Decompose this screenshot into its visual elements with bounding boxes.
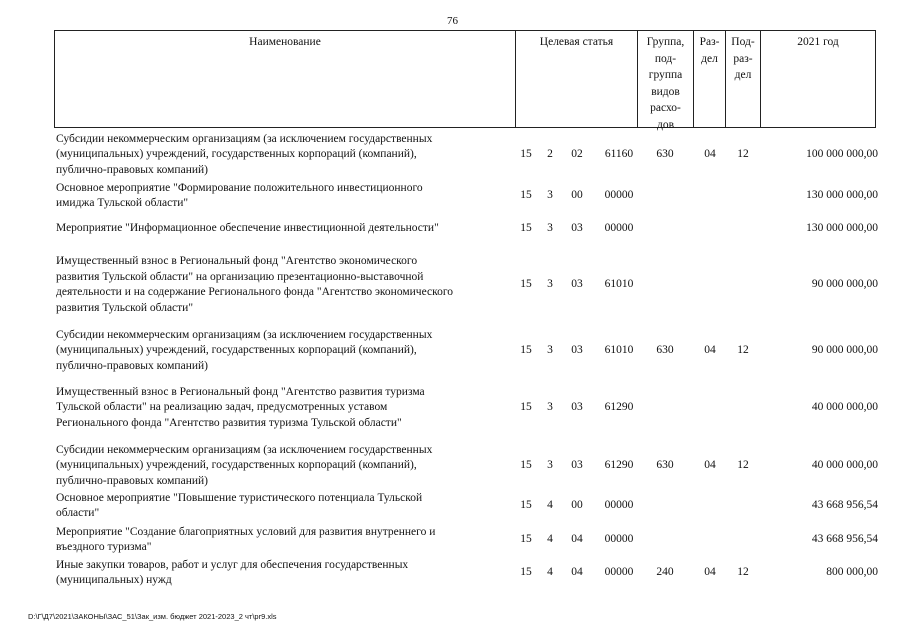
row-name-line: Основное мероприятие "Формирование положительного инвестиционного xyxy=(56,181,423,194)
cell-c2: 4 xyxy=(547,566,553,578)
row-name-line: Имущественный взнос в Региональный фонд "Агентство развития туризма xyxy=(56,385,425,398)
row-name xyxy=(56,558,514,589)
cell-c3: 03 xyxy=(571,344,583,356)
header-subsection-line: раз- xyxy=(733,52,753,65)
header-year: 2021 год xyxy=(797,36,839,48)
footer-file-path: D:\Г\Д7\2021\ЗАКОНЫ\ЗАС_51\Зак_изм. бюджет 2021-2023_2 чт\pr9.xls xyxy=(28,612,277,621)
header-target: Целевая статья xyxy=(516,31,638,127)
cell-amount: 130 000 000,00 xyxy=(806,189,878,201)
cell-c2: 3 xyxy=(547,401,553,413)
cell-c1: 15 xyxy=(520,344,532,356)
cell-c3: 02 xyxy=(571,148,583,160)
cell-rz: 04 xyxy=(704,566,716,578)
header-subsection-line: Под- xyxy=(731,36,755,48)
header-section xyxy=(694,31,726,127)
cell-c3: 00 xyxy=(571,189,583,201)
cell-c1: 15 xyxy=(520,566,532,578)
row-name-line: Субсидии некоммерческим организациям (за исключением государственных xyxy=(56,132,433,145)
cell-c3: 03 xyxy=(571,459,583,471)
cell-c1: 15 xyxy=(520,401,532,413)
header-subsection xyxy=(726,31,761,127)
header-group-line: под- xyxy=(654,52,677,65)
cell-c4: 00000 xyxy=(604,533,634,545)
row-name xyxy=(56,132,514,179)
cell-c2: 2 xyxy=(547,148,553,160)
row-name-line: развития Тульской области" на организацию презентационно-выставочной xyxy=(56,270,424,283)
header-group-line: расхо- xyxy=(650,102,681,114)
cell-c2: 4 xyxy=(547,533,553,545)
row-name-line: публично-правовых компаний) xyxy=(56,163,208,176)
cell-amount: 40 000 000,00 xyxy=(811,401,878,413)
cell-c1: 15 xyxy=(520,148,532,160)
cell-c2: 3 xyxy=(547,189,553,201)
row-name-line: Тульской области" на реализацию задач, предусмотренных уставом xyxy=(56,401,388,414)
cell-c4: 61290 xyxy=(604,401,634,413)
header-subsection-line: дел xyxy=(734,69,752,81)
cell-rz: 04 xyxy=(704,344,716,356)
row-name-line: Иные закупки товаров, работ и услуг для обеспечения государственных xyxy=(56,558,409,571)
cell-c2: 3 xyxy=(547,459,553,471)
cell-c4: 00000 xyxy=(604,222,634,234)
cell-c3: 04 xyxy=(571,566,583,578)
row-name-line: Имущественный взнос в Региональный фонд "Агентство экономического xyxy=(56,255,418,267)
cell-amount: 800 000,00 xyxy=(826,566,878,578)
header-group-line: Группа, xyxy=(646,36,685,48)
cell-c2: 3 xyxy=(547,344,553,356)
page-number: 76 xyxy=(447,15,458,27)
cell-c3: 04 xyxy=(571,533,583,545)
cell-pr: 12 xyxy=(737,566,749,578)
cell-c4: 61010 xyxy=(604,344,634,356)
cell-c3: 03 xyxy=(571,222,583,234)
row-name xyxy=(56,181,514,212)
cell-amount: 40 000 000,00 xyxy=(811,459,878,471)
row-name-line: Мероприятие "Информационное обеспечение инвестиционной деятельности" xyxy=(56,222,439,235)
cell-c3: 03 xyxy=(571,278,583,290)
row-name-line: Регионального фонда "Агентство развития туризма Тульской области" xyxy=(56,416,402,429)
row-name-line: (муниципальных) учреждений, государственных корпораций (компаний), xyxy=(56,148,417,161)
header-group-line: группа xyxy=(648,69,683,81)
row-name-line: (муниципальных) нужд xyxy=(56,574,172,586)
header-section-line: дел xyxy=(701,52,718,65)
cell-amount: 43 668 956,54 xyxy=(811,499,878,511)
cell-amount: 100 000 000,00 xyxy=(806,148,878,160)
cell-c1: 15 xyxy=(520,189,532,201)
cell-c2: 3 xyxy=(547,278,553,290)
row-name xyxy=(56,254,514,316)
cell-c4: 00000 xyxy=(604,499,634,511)
header-group-line: видов xyxy=(651,85,680,98)
row-name xyxy=(56,443,514,490)
cell-grp: 240 xyxy=(656,566,674,578)
cell-c4: 61010 xyxy=(604,278,634,290)
row-name-line: развития Тульской области" xyxy=(56,301,194,314)
row-name-line: имиджа Тульской области" xyxy=(56,197,189,209)
row-name-line: деятельности и на содержание Регионального фонда "Агентство экономического xyxy=(56,286,454,298)
row-name-line: Мероприятие "Создание благоприятных условий для развития внутреннего и xyxy=(56,525,436,538)
cell-c3: 03 xyxy=(571,401,583,413)
cell-c2: 3 xyxy=(547,222,553,234)
row-name xyxy=(56,385,514,432)
row-name xyxy=(56,491,514,522)
cell-amount: 43 668 956,54 xyxy=(811,533,878,545)
cell-c1: 15 xyxy=(520,499,532,511)
row-name xyxy=(56,328,514,375)
row-name xyxy=(56,221,514,237)
cell-pr: 12 xyxy=(737,459,749,471)
cell-grp: 630 xyxy=(656,459,674,471)
row-name-line: въездного туризма" xyxy=(56,541,152,553)
cell-rz: 04 xyxy=(704,148,716,160)
row-name xyxy=(56,525,514,556)
row-name-line: Основное мероприятие "Повышение туристического потенциала Тульской xyxy=(56,491,423,504)
table-header xyxy=(54,30,876,131)
cell-grp: 630 xyxy=(656,344,674,356)
cell-amount: 90 000 000,00 xyxy=(811,278,878,290)
cell-pr: 12 xyxy=(737,344,749,356)
cell-amount: 90 000 000,00 xyxy=(811,344,878,356)
row-name-line: (муниципальных) учреждений, государственных корпораций (компаний), xyxy=(56,459,417,472)
row-name-line: области" xyxy=(56,507,100,519)
cell-c2: 4 xyxy=(547,499,553,511)
row-name-line: публично-правовых компаний) xyxy=(56,359,208,372)
header-group-line: дов xyxy=(656,118,675,131)
cell-pr: 12 xyxy=(737,148,749,160)
cell-c3: 00 xyxy=(571,499,583,511)
cell-c1: 15 xyxy=(520,533,532,545)
cell-grp: 630 xyxy=(656,148,674,160)
cell-c1: 15 xyxy=(520,222,532,234)
cell-rz: 04 xyxy=(704,459,716,471)
cell-c1: 15 xyxy=(520,278,532,290)
row-name-line: Субсидии некоммерческим организациям (за исключением государственных xyxy=(56,328,433,341)
header-group xyxy=(638,31,694,131)
cell-c4: 00000 xyxy=(604,189,634,201)
cell-c4: 00000 xyxy=(604,566,634,578)
cell-c4: 61290 xyxy=(604,459,634,471)
row-name-line: Субсидии некоммерческим организациям (за исключением государственных xyxy=(56,443,433,456)
cell-amount: 130 000 000,00 xyxy=(806,222,878,234)
row-name-line: публично-правовых компаний) xyxy=(56,474,208,487)
cell-c4: 61160 xyxy=(604,148,634,160)
row-name-line: (муниципальных) учреждений, государственных корпораций (компаний), xyxy=(56,344,417,357)
header-name: Наименование xyxy=(55,31,516,127)
header-section-line: Раз- xyxy=(699,36,720,48)
cell-c1: 15 xyxy=(520,459,532,471)
